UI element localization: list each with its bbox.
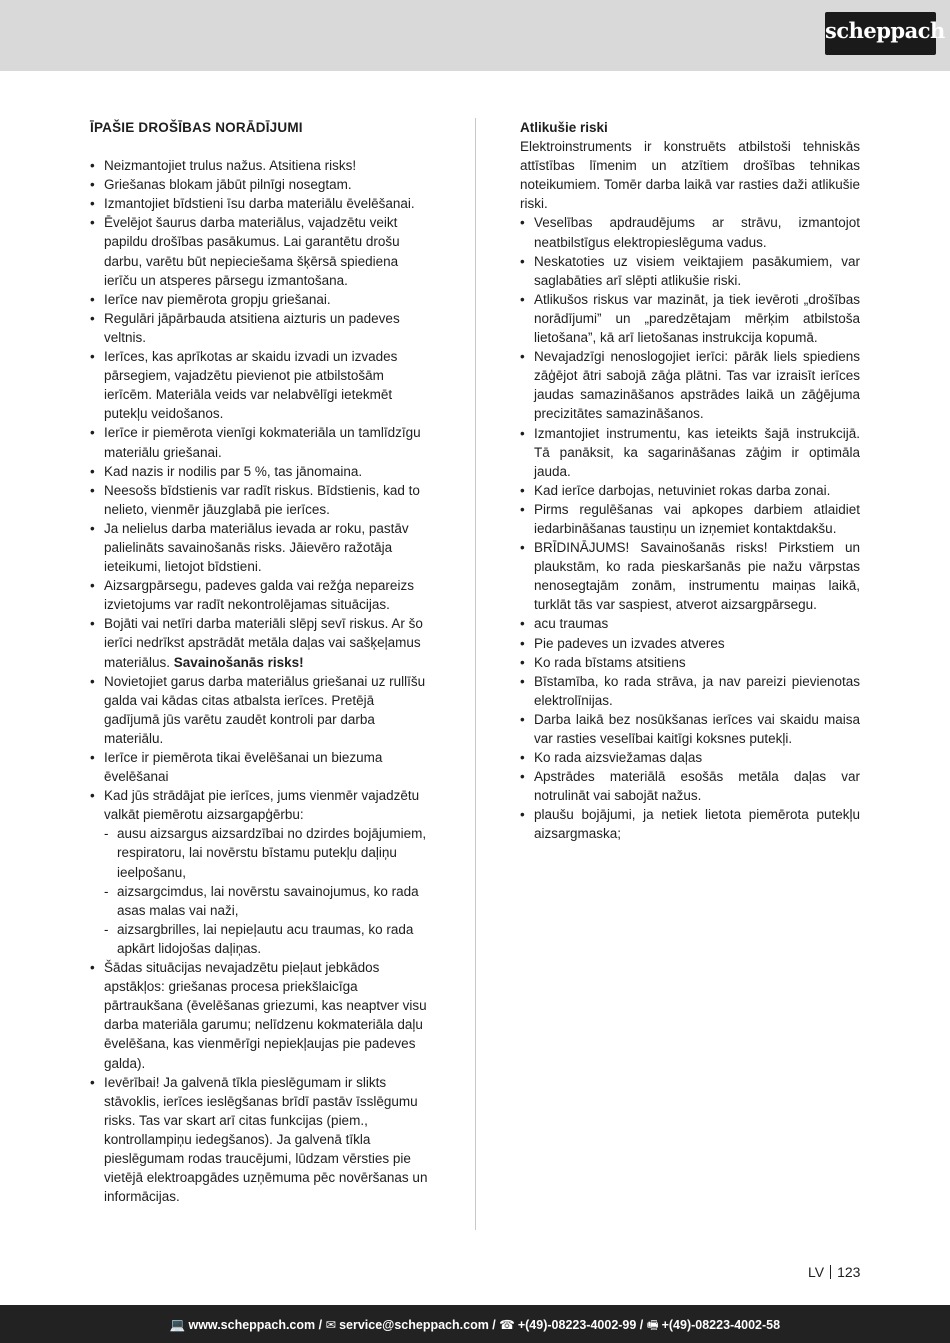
- column-divider: [475, 118, 476, 1230]
- phone-icon: ☎: [499, 1318, 515, 1332]
- language-code: LV: [808, 1264, 825, 1280]
- list-item-defective-materials: [90, 614, 432, 671]
- list-item: • Darba laikā bez nosūkšanas ierīces vai skaidu maisa var rasties veselībai kaitīgi koksnes putekļi.: [520, 710, 860, 748]
- page-separator: [830, 1265, 831, 1279]
- sub-item: - aizsargcimdus, lai novērstu savainojumus, ko rada asas malas vai naži,: [104, 882, 432, 920]
- list-item: • Ko rada bīstams atsitiens: [520, 653, 860, 672]
- list-item: • Ja nelielus darba materiālus ievada ar roku, pastāv palielināts savainošanās risks. Jāievēro ražotāja ieteikumi, lietojot bīdstieni.: [90, 519, 432, 576]
- protection-sublist: [104, 824, 432, 958]
- list-item-protective-gear: [90, 786, 432, 958]
- list-item: • Pie padeves un izvades atveres: [520, 634, 860, 653]
- list-item: • Izmantojiet instrumentu, kas ieteikts šajā instrukcijā. Tā panāksit, ka sagarināšanas zāģim ir optimāla jauda.: [520, 424, 860, 481]
- defective-text: Bojāti vai netīri darba materiāli slēpj sevī riskus. Ar šo ierīci nedrīkst apstrādāt metāla daļas vai sašķeļamus materiālus.: [104, 616, 423, 670]
- list-item: • Ierīce ir piemērota vienīgi kokmateriāla un tamlīdzīgu materiālu griešanai.: [90, 423, 432, 461]
- sub-item: - aizsargbrilles, lai nepieļautu acu traumas, ko rada apkārt lidojošas daļiņas.: [104, 920, 432, 958]
- list-item: • Kad nazis ir nodilis par 5 %, tas jānomaina.: [90, 462, 432, 481]
- list-item: • Atlikušos riskus var mazināt, ja tiek ievēroti „drošības norādījumi” un „paredzētajam mērķim atbilstoša lietošana”, kā arī lietošanas instrukcija kopumā.: [520, 290, 860, 347]
- left-column: [90, 118, 432, 1206]
- list-item: • Ievērībai! Ja galvenā tīkla pieslēgumam ir slikts stāvoklis, ierīces ieslēgšanas brīdī pastāv īsslēgumu risks. Tas var skart arī citas funkcijas (piem., kontrollampiņu iedegšanos). Ja galvenā tīkla pieslēgumam rodas traucējumi, lūdzam vērsties pie vietējā elektroapgādes uzņēmuma pēc novēršanas un informācijas.: [90, 1073, 432, 1207]
- fax-icon: 🖷: [646, 1318, 659, 1332]
- footer-contacts: [0, 1316, 950, 1337]
- sub-item-text: respiratoru, lai novērstu bīstamu putekļu daļiņu ieelpošanu,: [117, 845, 397, 880]
- residual-risks-intro: Elektroinstruments ir konstruēts atbilstoši tehniskās attīstības līmenim un atzītiem drošības tehnikas noteikumiem. Tomēr darba laikā var rasties daži atlikušie riski.: [520, 139, 860, 212]
- mail-icon: ✉: [325, 1318, 337, 1332]
- list-item: • Ierīce ir piemērota tikai ēvelēšanai un biezuma ēvelēšanai: [90, 748, 432, 786]
- sub-item: [104, 824, 432, 881]
- page-number-value: 123: [837, 1264, 861, 1280]
- list-item: • Neskatoties uz visiem veiktajiem pasākumiem, var saglabāties arī slēpti atlikušie riski.: [520, 252, 860, 290]
- protection-intro: • Kad jūs strādājat pie ierīces, jums vienmēr vajadzētu valkāt piemērotu aizsargapģērbu:: [104, 788, 420, 823]
- injury-risk-warning: Savainošanās risks!: [173, 654, 304, 670]
- phone-number: +(49)-08223-4002-99 /: [517, 1318, 644, 1332]
- section-heading: ĪPAŠIE DROŠĪBAS NORĀDĪJUMI: [90, 120, 303, 135]
- safety-list: [90, 156, 432, 1206]
- list-item: • Kad ierīce darbojas, netuviniet rokas darba zonai.: [520, 481, 860, 500]
- list-item: • Veselības apdraudējums ar strāvu, izmantojot neatbilstīgus elektropieslēguma vadus.: [520, 213, 860, 251]
- list-item: • Regulāri jāpārbauda atsitiena aizturis un padeves veltnis.: [90, 309, 432, 347]
- list-item: • Šādas situācijas nevajadzētu pieļaut jebkādos apstākļos: griešanas procesa priekšlaicīga pārtraukšana (ēvelēšanas griezumi, kas neaptver visu darba materiāla garumu; nelīdzenu kokmateriāla daļu ēvelēšana, kas vienmērīgi nepiekļaujas pie padeves galda).: [90, 958, 432, 1073]
- list-item: • Bīstamība, ko rada strāva, ja nav pareizi pievienotas elektrolīnijas.: [520, 672, 860, 710]
- email-link[interactable]: service@scheppach.com /: [339, 1318, 496, 1332]
- right-column: [520, 118, 860, 844]
- fax-number: +(49)-08223-4002-58: [661, 1318, 781, 1332]
- list-item: • Pirms regulēšanas vai apkopes darbiem atlaidiet iedarbināšanas taustiņu un izņemiet kontaktdakšu.: [520, 500, 860, 538]
- list-item: • Ēvelējot šaurus darba materiālus, vajadzētu veikt papildu drošības pasākumus. Lai garantētu drošu darbu, varētu būt nepieciešama šķērsā spiediena ierīču un atsperes pārsegu izmantošana.: [90, 213, 432, 289]
- list-item: • Apstrādes materiālā esošās metāla daļas var notrulināt vai sabojāt nažus.: [520, 767, 860, 805]
- residual-risks-list: [520, 213, 860, 843]
- list-item: • Ierīce nav piemērota gropju griešanai.: [90, 290, 432, 309]
- header-bar: [0, 0, 950, 71]
- list-item-warning: • BRĪDINĀJUMS! Savainošanās risks! Pirkstiem un plaukstām, ko rada pieskaršanās pie nažu vārpstas nenosegtajām zonām, instrumentu maiņas laikā, turklāt tās var saspiest, atverot aizsargpārsegu.: [520, 538, 860, 614]
- page-number: [808, 1264, 860, 1280]
- list-item: • acu traumas: [520, 614, 860, 633]
- sub-item-text: - ausu aizsargus aizsardzībai no dzirdes bojājumiem,: [117, 826, 427, 842]
- list-item: • Ko rada aizsviežamas daļas: [520, 748, 860, 767]
- list-item: • Neizmantojiet trulus nažus. Atsitiena risks!: [90, 156, 432, 175]
- list-item: • Aizsargpārsegu, padeves galda vai režģa nepareizs izvietojums var radīt nekontrolējamas situācijas.: [90, 576, 432, 614]
- list-item: • Griešanas blokam jābūt pilnīgi nosegtam.: [90, 175, 432, 194]
- list-item: • plaušu bojājumi, ja netiek lietota piemērota putekļu aizsargmaska;: [520, 805, 860, 843]
- footer-bar: [0, 1305, 950, 1343]
- list-item: • Izmantojiet bīdstieni īsu darba materiālu ēvelēšanai.: [90, 194, 432, 213]
- list-item: • Ierīces, kas aprīkotas ar skaidu izvadi un izvades pārsegiem, vajadzētu pievienot pie atbilstošām ierīcēm. Materiāla veids var nelabvēlīgi ietekmēt putekļu veidošanos.: [90, 347, 432, 423]
- list-item: • Novietojiet garus darba materiālus griešanai uz rullīšu galda vai kādas citas atbalsta ierīces. Pretējā gadījumā jūs varētu zaudēt kontroli par darba materiālu.: [90, 672, 432, 748]
- website-link[interactable]: www.scheppach.com /: [188, 1318, 323, 1332]
- residual-risks-heading: Atlikušie riski: [520, 120, 608, 135]
- list-item: • Nevajadzīgi nenoslogojiet ierīci: pārāk liels spiediens zāģējot ātri sabojā zāģa plātni. Tas var izraisīt ierīces jaudas samazināšanos apstrādes laikā un zāģējuma precizitātes samazināšanos.: [520, 347, 860, 423]
- logo-text: scheppach: [825, 18, 945, 43]
- scheppach-logo: [825, 12, 945, 55]
- laptop-icon: 💻: [169, 1318, 186, 1332]
- list-item: • Neesošs bīdstienis var radīt riskus. Bīdstienis, kad to nelieto, vienmēr jāuzglabā pie ierīces.: [90, 481, 432, 519]
